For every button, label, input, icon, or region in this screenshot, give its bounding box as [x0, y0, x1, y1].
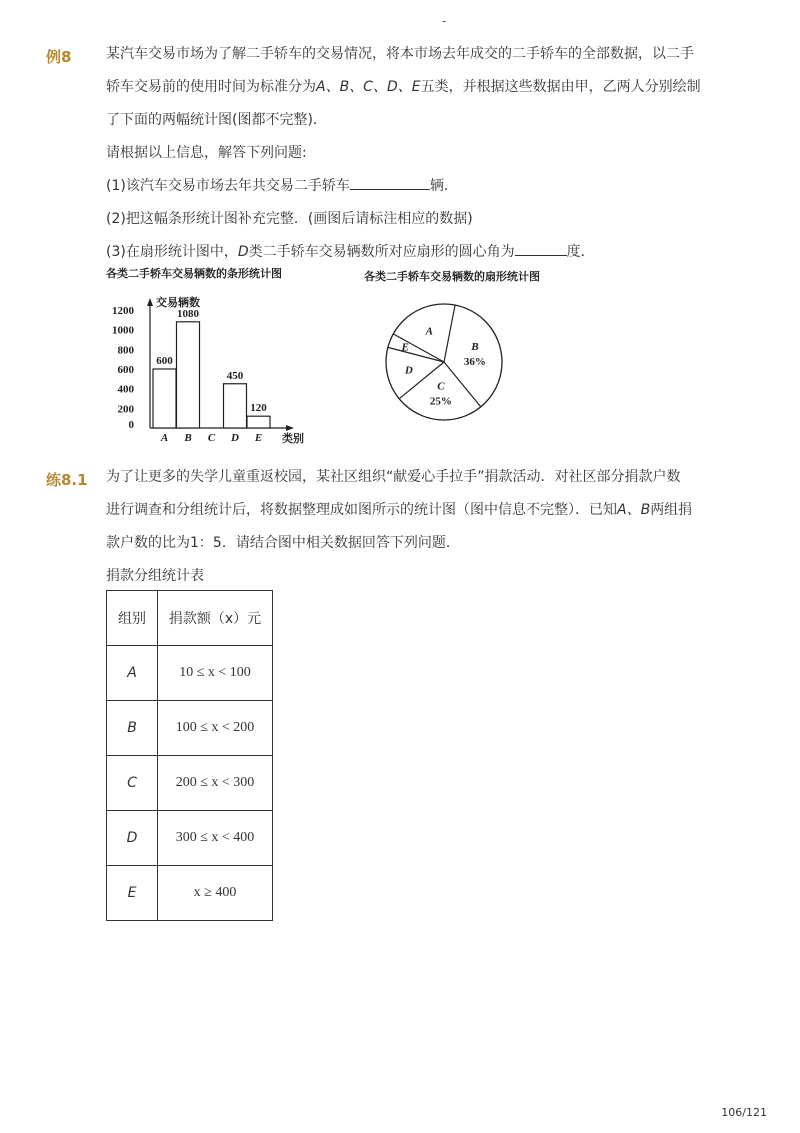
x-tick-label: B	[184, 432, 192, 444]
ex-line2-pre: 进行调查和分组统计后，将数据整理成如图所示的统计图（图中信息不完整）．已知	[106, 502, 617, 518]
example-line-3: 了下面的两幅统计图(图都不完整)．	[106, 112, 327, 128]
q3-mid: 类二手轿车交易辆数所对应扇形的圆心角为	[248, 244, 515, 260]
range-cell: 200 ≤ x < 300	[158, 756, 273, 811]
table-row	[107, 811, 273, 866]
range-cell: 100 ≤ x < 200	[158, 701, 273, 756]
example-line-4: 请根据以上信息，解答下列问题:	[106, 145, 307, 161]
group-cell: D	[107, 811, 158, 866]
bar	[247, 416, 270, 428]
x-tick-label: C	[207, 432, 216, 444]
y-axis-label: 交易辆数	[156, 297, 200, 309]
group-cell: E	[107, 866, 158, 921]
question-2: (2)把这幅条形统计图补充完整．(画图后请标注相应的数据)	[106, 211, 473, 227]
y-tick-label: 400	[117, 383, 134, 396]
y-tick-label: 1200	[112, 305, 134, 317]
q1-blank	[350, 175, 430, 190]
bar-value-label: 1080	[177, 307, 199, 320]
q3-blank	[515, 241, 567, 256]
bar-value-label: 450	[226, 369, 244, 382]
q3-category: D	[237, 244, 249, 260]
ex-line2-categories: A、B	[617, 502, 651, 518]
header-amount: 捐款额（x）元	[158, 591, 273, 646]
table-row	[107, 701, 273, 756]
exercise-label: 练8.1	[46, 471, 88, 489]
header-group: 组别	[107, 591, 158, 646]
table-header-row	[107, 591, 273, 646]
y-tick-label: 800	[117, 344, 134, 357]
group-cell: A	[107, 646, 158, 701]
x-tick-label: A	[160, 432, 169, 444]
q1-post: 辆．	[429, 178, 458, 194]
bar-chart	[100, 290, 340, 450]
pie-slice-label: E	[401, 341, 409, 354]
x-tick-label: E	[254, 432, 263, 444]
pie-chart	[380, 292, 510, 432]
bar	[153, 369, 176, 428]
pie-slice-percent: 25%	[429, 395, 452, 408]
y-tick-label: 0	[128, 419, 134, 431]
example-line-2	[106, 71, 726, 104]
top-mark: -	[442, 14, 447, 28]
exercise-line-3: 款户数的比为1：5．请结合图中相关数据回答下列问题．	[106, 535, 460, 551]
x-tick-label: D	[231, 432, 239, 444]
bar	[224, 384, 247, 428]
table-title: 捐款分组统计表	[106, 568, 204, 584]
x-axis-arrow	[286, 425, 294, 431]
table-row	[107, 646, 273, 701]
bar	[177, 322, 200, 428]
group-cell: C	[107, 756, 158, 811]
y-tick-label: 200	[117, 403, 134, 416]
x-axis-label: 类别	[282, 433, 304, 445]
bar-chart-title: 各类二手轿车交易辆数的条形统计图	[106, 267, 282, 280]
pie-slice-label: D	[404, 364, 413, 377]
table-row	[107, 866, 273, 921]
pie-chart-title: 各类二手轿车交易辆数的扇形统计图	[364, 270, 540, 283]
q1-pre: (1)该汽车交易市场去年共交易二手轿车	[106, 178, 350, 194]
y-axis-arrow	[147, 298, 153, 306]
donation-table	[106, 590, 273, 921]
question-1	[106, 170, 726, 203]
ex-line2-post: 两组捐	[650, 502, 693, 518]
group-cell: B	[107, 701, 158, 756]
exercise-line-2	[106, 494, 726, 527]
range-cell: 300 ≤ x < 400	[158, 811, 273, 866]
pie-slice-label: A	[425, 325, 433, 338]
range-cell: 10 ≤ x < 100	[158, 646, 273, 701]
bar-value-label: 120	[250, 402, 267, 415]
range-cell: x ≥ 400	[158, 866, 273, 921]
page-number: 106/121	[721, 1106, 767, 1119]
exercise-text	[106, 461, 726, 593]
example-line-1: 某汽车交易市场为了解二手轿车的交易情况，将本市场去年成交的二手轿车的全部数据，以二手	[106, 46, 694, 62]
pie-slice-label: C	[437, 380, 445, 393]
q3-pre: (3)在扇形统计图中，	[106, 244, 238, 260]
line2-categories: A、B、C、D、E	[316, 79, 421, 95]
y-tick-label: 600	[117, 364, 134, 376]
line2-pre: 轿车交易前的使用时间为标准分为	[106, 79, 316, 95]
pie-slice-percent: 36%	[463, 356, 486, 369]
example-text	[106, 38, 726, 269]
exercise-line-1: 为了让更多的失学儿童重返校园，某社区组织“献爱心手拉手”捐款活动．对社区部分捐款户数	[106, 469, 681, 485]
y-tick-label: 1000	[112, 324, 134, 337]
pie-slice-label: B	[471, 341, 479, 354]
line2-post: 五类，并根据这些数据由甲，乙两人分别绘制	[420, 79, 701, 95]
bar-value-label: 600	[156, 355, 173, 367]
table-row	[107, 756, 273, 811]
q3-post: 度．	[566, 244, 595, 260]
example-label: 例8	[46, 48, 72, 66]
